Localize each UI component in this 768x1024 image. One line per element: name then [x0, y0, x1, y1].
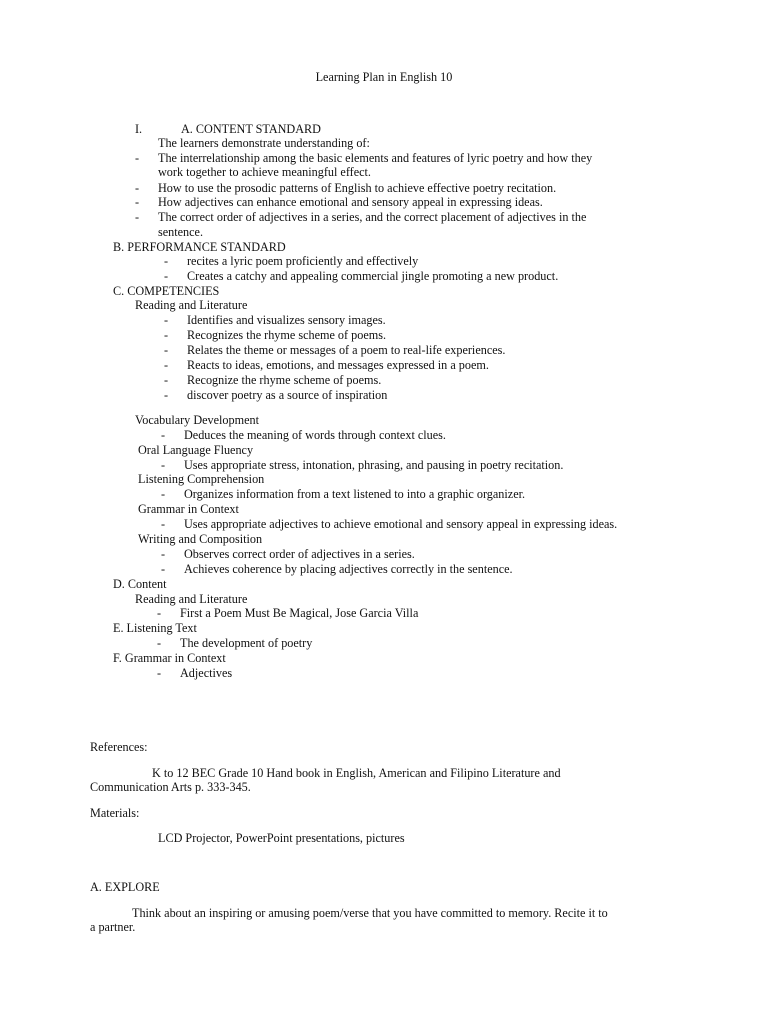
content-standard-item: The correct order of adjectives in a series, and the correct placement of adjectives in the	[158, 210, 587, 224]
performance-standard-item: recites a lyric poem proficiently and effectively	[187, 254, 419, 268]
bullet-dash: -	[161, 458, 166, 472]
listening-text-item: The development of poetry	[180, 636, 313, 650]
content-standard-item-cont: work together to achieve meaningful effect.	[158, 165, 371, 179]
competency-item: Achieves coherence by placing adjectives correctly in the sentence.	[184, 562, 513, 576]
bullet-dash: -	[164, 328, 169, 342]
explore-text: Think about an inspiring or amusing poem/verse that you have committed to memory. Recite it to	[132, 906, 608, 920]
grammar-heading: F. Grammar in Context	[113, 651, 226, 665]
bullet-dash: -	[161, 487, 166, 501]
oral-language-label: Oral Language Fluency	[138, 443, 254, 457]
grammar-item: Adjectives	[180, 666, 233, 680]
materials-text: LCD Projector, PowerPoint presentations, pictures	[158, 831, 405, 845]
listening-comprehension-label: Listening Comprehension	[138, 472, 265, 486]
bullet-dash: -	[164, 373, 169, 387]
content-reading-label: Reading and Literature	[135, 592, 248, 606]
bullet-dash: -	[135, 195, 140, 209]
performance-standard-item: Creates a catchy and appealing commercial jingle promoting a new product.	[187, 269, 559, 283]
content-standard-intro: The learners demonstrate understanding of:	[158, 136, 370, 150]
references-label: References:	[90, 740, 148, 754]
bullet-dash: -	[164, 343, 169, 357]
competency-item: Observes correct order of adjectives in a series.	[184, 547, 415, 561]
content-standard-item: How to use the prosodic patterns of English to achieve effective poetry recitation.	[158, 181, 557, 195]
bullet-dash: -	[161, 428, 166, 442]
competency-item: Recognizes the rhyme scheme of poems.	[187, 328, 386, 342]
content-standard-item: How adjectives can enhance emotional and sensory appeal in expressing ideas.	[158, 195, 543, 209]
listening-text-heading: E. Listening Text	[113, 621, 197, 635]
bullet-dash: -	[161, 562, 166, 576]
bullet-dash: -	[157, 636, 162, 650]
bullet-dash: -	[135, 151, 140, 165]
performance-standard-heading: B. PERFORMANCE STANDARD	[113, 240, 286, 254]
explore-text-cont: a partner.	[90, 920, 136, 934]
content-heading: D. Content	[113, 577, 167, 591]
materials-label: Materials:	[90, 806, 140, 820]
competency-item: discover poetry as a source of inspiration	[187, 388, 388, 402]
bullet-dash: -	[157, 606, 162, 620]
competency-item: Recognize the rhyme scheme of poems.	[187, 373, 382, 387]
content-standard-item: The interrelationship among the basic elements and features of lyric poetry and how they	[158, 151, 593, 165]
bullet-dash: -	[135, 210, 140, 224]
explore-heading: A. EXPLORE	[90, 880, 160, 894]
competency-item: Uses appropriate adjectives to achieve emotional and sensory appeal in expressing ideas.	[184, 517, 618, 531]
competency-item: Relates the theme or messages of a poem to real-life experiences.	[187, 343, 506, 357]
content-standard-item-cont: sentence.	[158, 225, 204, 239]
reading-literature-label: Reading and Literature	[135, 298, 248, 312]
reference-line: K to 12 BEC Grade 10 Hand book in English, American and Filipino Literature and	[152, 766, 561, 780]
vocabulary-label: Vocabulary Development	[135, 413, 259, 427]
bullet-dash: -	[157, 666, 162, 680]
bullet-dash: -	[161, 517, 166, 531]
section-i-numeral: I.	[135, 122, 143, 136]
bullet-dash: -	[164, 358, 169, 372]
bullet-dash: -	[164, 388, 169, 402]
competency-item: Reacts to ideas, emotions, and messages expressed in a poem.	[187, 358, 489, 372]
reference-line-cont: Communication Arts p. 333-345.	[90, 780, 251, 794]
competency-item: Deduces the meaning of words through context clues.	[184, 428, 446, 442]
content-item: First a Poem Must Be Magical, Jose Garcia Villa	[180, 606, 419, 620]
grammar-context-label: Grammar in Context	[138, 502, 239, 516]
bullet-dash: -	[161, 547, 166, 561]
content-standard-heading: A. CONTENT STANDARD	[181, 122, 321, 136]
competency-item: Organizes information from a text listened to into a graphic organizer.	[184, 487, 526, 501]
competency-item: Identifies and visualizes sensory images.	[187, 313, 386, 327]
competency-item: Uses appropriate stress, intonation, phrasing, and pausing in poetry recitation.	[184, 458, 564, 472]
bullet-dash: -	[164, 254, 169, 268]
writing-composition-label: Writing and Composition	[138, 532, 263, 546]
bullet-dash: -	[164, 313, 169, 327]
bullet-dash: -	[135, 181, 140, 195]
document-title: Learning Plan in English 10	[315, 70, 453, 84]
competencies-heading: C. COMPETENCIES	[113, 284, 220, 298]
bullet-dash: -	[164, 269, 169, 283]
